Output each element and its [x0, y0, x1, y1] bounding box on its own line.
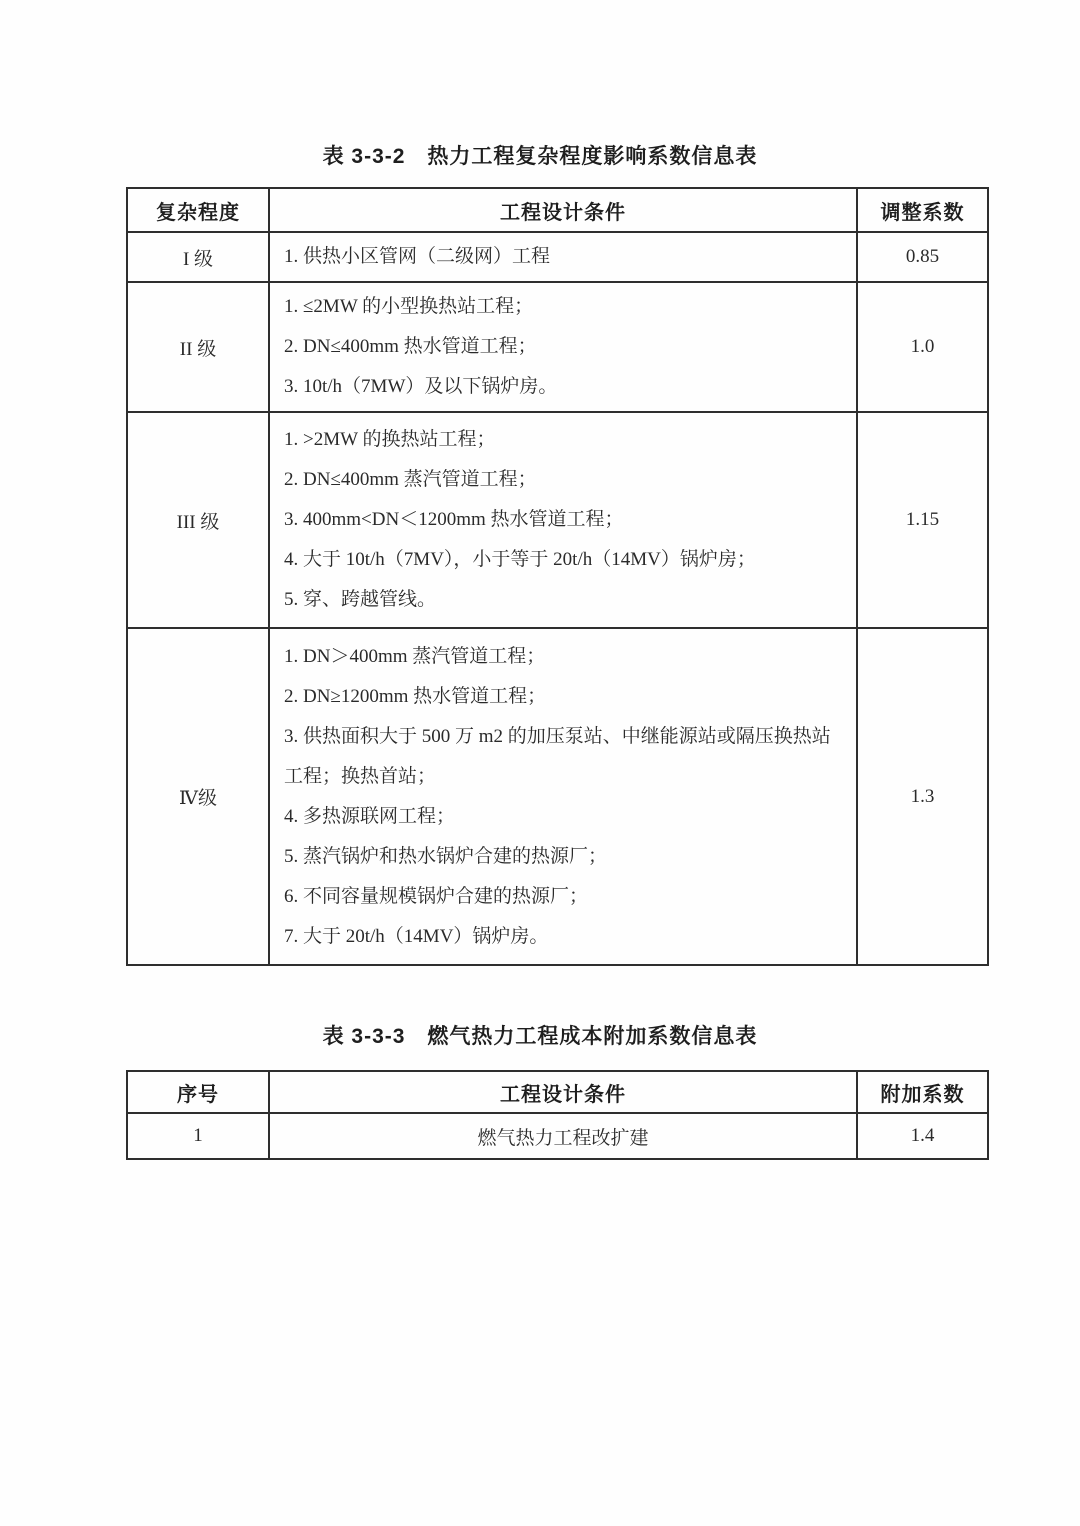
- level-label: III 级: [127, 412, 269, 628]
- coefficient-value: 1.4: [857, 1113, 988, 1159]
- condition-item: 3. 400mm<DN＜1200mm 热水管道工程；: [284, 509, 624, 530]
- conditions-cell: [269, 628, 857, 965]
- row-number: 1: [127, 1113, 269, 1159]
- condition-item: 2. DN≤400mm 蒸汽管道工程；: [284, 469, 537, 490]
- coefficient-value: 0.85: [857, 232, 988, 282]
- table1-header-complexity: 复杂程度: [127, 188, 269, 232]
- conditions-cell: [269, 412, 857, 628]
- table1-row-level-1: [127, 232, 988, 282]
- table-3-3-3: [126, 1070, 989, 1160]
- condition-item: 1. ≤2MW 的小型换热站工程；: [284, 296, 534, 317]
- condition-item: 3. 10t/h（7MW）及以下锅炉房。: [284, 376, 558, 397]
- level-label: II 级: [127, 282, 269, 412]
- condition-item: 1. >2MW 的换热站工程；: [284, 429, 496, 450]
- coefficient-value: 1.0: [857, 282, 988, 412]
- table2-row-1: [127, 1113, 988, 1159]
- condition-item: 4. 大于 10t/h（7MV），小于等于 20t/h（14MV）锅炉房；: [284, 549, 756, 570]
- table1-header-row: [127, 188, 988, 232]
- table-3-3-2-title: 表 3-3-2 热力工程复杂程度影响系数信息表: [322, 145, 758, 168]
- condition-item: 7. 大于 20t/h（14MV）锅炉房。: [284, 925, 549, 947]
- table2-header-no: 序号: [127, 1071, 269, 1113]
- table2-header-conditions: 工程设计条件: [269, 1071, 857, 1113]
- table1-header-coefficient: 调整系数: [857, 188, 988, 232]
- condition-item: 5. 穿、跨越管线。: [284, 589, 437, 610]
- level-label: I 级: [127, 232, 269, 282]
- table-3-3-3-title: 表 3-3-3 燃气热力工程成本附加系数信息表: [322, 1025, 758, 1048]
- condition-item: 1. DN＞400mm 蒸汽管道工程；: [284, 645, 546, 667]
- coefficient-value: 1.15: [857, 412, 988, 628]
- condition-item: 3. 供热面积大于 500 万 m2 的加压泵站、中继能源站或隔压换热站工程；换热首站；: [284, 725, 831, 787]
- condition-item: 4. 多热源联网工程；: [284, 805, 456, 827]
- condition-item: 1. 供热小区管网（二级网）工程: [284, 246, 551, 267]
- condition-item: 5. 蒸汽锅炉和热水锅炉合建的热源厂；: [284, 845, 608, 867]
- table1-header-conditions: 工程设计条件: [269, 188, 857, 232]
- table-3-3-2: [126, 187, 989, 966]
- condition-item: 燃气热力工程改扩建: [269, 1113, 857, 1159]
- conditions-cell: [269, 282, 857, 412]
- condition-item: 6. 不同容量规模锅炉合建的热源厂；: [284, 885, 589, 907]
- conditions-cell: [269, 232, 857, 282]
- table2-header-row: [127, 1071, 988, 1113]
- table1-row-level-3: [127, 412, 988, 628]
- table1-row-level-4: [127, 628, 988, 965]
- table1-row-level-2: [127, 282, 988, 412]
- level-label: Ⅳ级: [127, 628, 269, 965]
- table2-header-coefficient: 附加系数: [857, 1071, 988, 1113]
- condition-item: 2. DN≤400mm 热水管道工程；: [284, 336, 537, 357]
- coefficient-value: 1.3: [857, 628, 988, 965]
- condition-item: 2. DN≥1200mm 热水管道工程；: [284, 685, 547, 707]
